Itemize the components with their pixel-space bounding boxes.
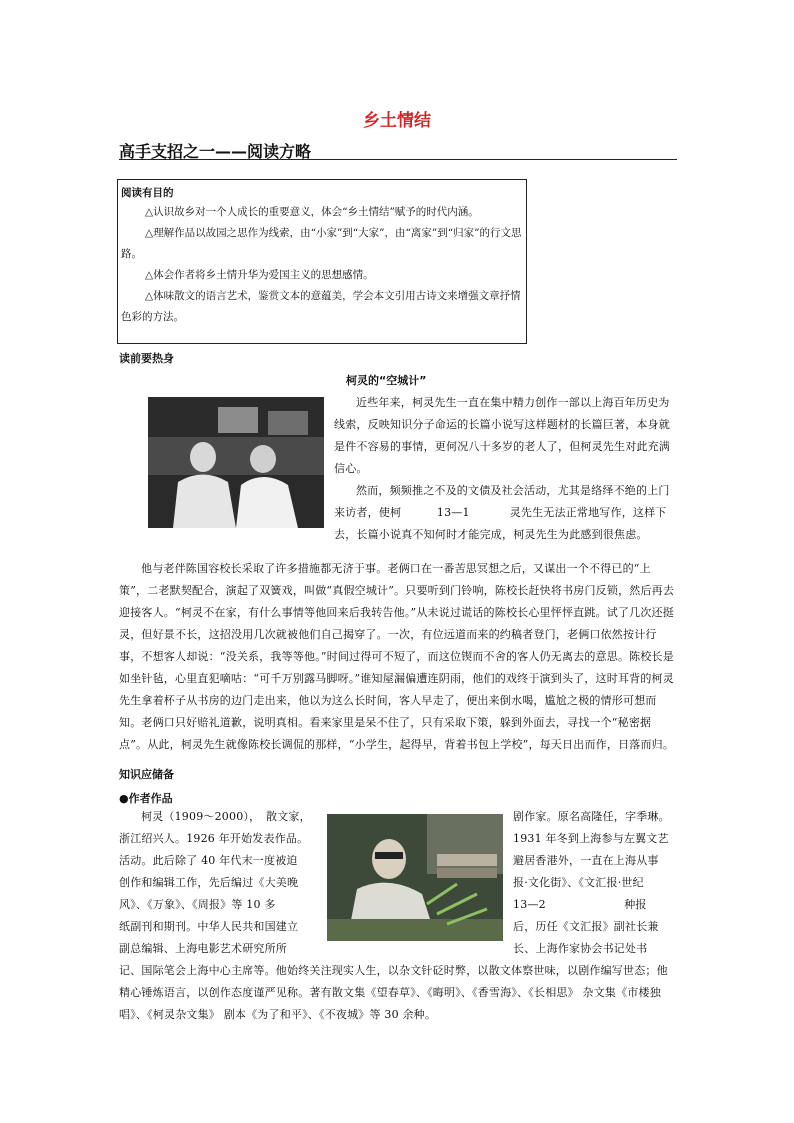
author-paragraph: 记、国际笔会上海中心主席等。他始终关注现实人生，以杂文针砭时弊，以散文体察世味，以剧作编写世态；他精心锤炼语言，以创作态度谨严见称。著有散文集《望春草》、《晦明》、《香雪海》、《长相思》 杂文集《市楼独唱》、《柯灵杂文集》 剧本《为了和平》、《不夜城》等 30 余种。 <box>119 964 668 1021</box>
page-marker: 13—1 <box>436 506 470 519</box>
knowledge-heading: 知识应储备 <box>119 768 174 781</box>
story-text-fragment: 然而，频频推之不及的文债及社会活动，尤其是络绎不绝的上门来访者，使柯 <box>334 484 670 519</box>
author-text-left <box>119 806 319 960</box>
reading-goals-box <box>117 179 527 344</box>
goal-item: △体味散文的语言艺术，鉴赏文本的意蕴美，学会本文引用古诗文来增强文章抒情色彩的方法。 <box>121 290 521 323</box>
author-line: 纸副刊和期刊。中华人民共和国建立 <box>119 920 299 933</box>
photo-couple <box>148 397 324 528</box>
author-line: 报·文化街》、《文汇报·世纪 <box>513 876 644 889</box>
author-line: 1931 年冬到上海参与左翼文艺 <box>513 832 669 845</box>
story-title: 柯灵的“空城计” <box>346 374 427 387</box>
author-line: 剧作家。原名高隆任，字季琳。 <box>513 810 670 823</box>
goal-item: △体会作者将乡土情升华为爱国主义的思想感情。 <box>145 269 374 281</box>
section-heading: 高手支招之一——阅读方略 <box>119 142 312 161</box>
author-text-tail <box>119 960 676 1026</box>
story-paragraph: 他与老伴陈国容校长采取了许多措施都无济于事。老俩口在一番苦思冥想之后，又谋出一个不得已的“上策”，二老默契配合，演起了双簧戏，叫做“真假空城计”。只要听到门铃响，陈校长赶快将书房门反锁，然后再去迎接客人。“柯灵不在家，有什么事情等他回来后我转告他。”从未说过谎话的陈校长心里怦怦直跳。试了几次还挺灵，但好景不长，这招没用几次就被他们自己揭穿了。一次，有位远道而来的约稿者登门，老俩口依然按计行事，不想客人却说：“没关系，我等等他。”时间过得可不短了，而这位锲而不舍的客人仍无离去的意思。陈校长是如坐针毡，心里直犯嘀咕：“可千万别露马脚呀。”谁知屋漏偏遭连阴雨，他们的戏终于演到头了，这时耳背的柯灵先生拿着杯子从书房的边门走出来，他以为这么长时间，客人早走了，便出来倒水喝，尴尬之极的情形可想而知。老俩口只好赔礼道歉，说明真相。看来家里是呆不住了，只有采取下策，躲到外面去，寻找一个“秘密据点”。从此，柯灵先生就像陈校长调侃的那样，“小学生，起得早，背着书包上学校”，每天日出而作，日落而归。 <box>119 562 675 751</box>
author-line: 风》、《万象》、《周报》等 10 多 <box>119 898 276 911</box>
story-paragraph <box>334 480 676 546</box>
goal-item: △认识故乡对一个人成长的重要意义，体会“乡土情结”赋予的时代内涵。 <box>145 206 479 218</box>
goals-heading: 阅读有目的 <box>121 187 174 199</box>
author-works-heading: ●作者作品 <box>119 792 173 805</box>
goal-item: △理解作品以故园之思作为线索，由“小家”到“大家”，由“离家”到“归家”的行文思路。 <box>121 227 522 260</box>
author-line: 后，历任《文汇报》副社长兼 <box>513 920 659 933</box>
author-line: 柯灵（1909～2000）， 散文家， <box>141 810 311 823</box>
author-line: 创作和编辑工作，先后编过《大美晚 <box>119 876 299 889</box>
story-text-full <box>119 558 676 756</box>
photo-author <box>327 814 503 941</box>
author-line: 避居香港外，一直在上海从事 <box>513 854 659 867</box>
photo-couple-image <box>148 397 324 528</box>
section-divider <box>119 159 677 160</box>
author-text-right <box>513 806 678 960</box>
author-line: 浙江绍兴人。1926 年开始发表作品。 <box>119 832 309 845</box>
author-line: 13—2 种报 <box>513 898 647 911</box>
story-paragraph: 近些年来，柯灵先生一直在集中精力创作一部以上海百年历史为线索，反映知识分子命运的长篇小说写这样题材的长篇巨著，本身就是件不容易的事情，更何况八十多岁的老人了，但柯灵先生对此充满信心。 <box>334 396 670 475</box>
page-title: 乡土情结 <box>363 111 431 131</box>
story-text-right <box>334 392 676 546</box>
author-line: 长、上海作家协会书记处书 <box>513 942 648 955</box>
story-text-fragment: 灵先生无法正常地写作，这样下去，长篇小说真不知何时才能完成，柯灵先生为此感到很焦虑。 <box>334 506 667 541</box>
author-line: 副总编辑、上海电影艺术研究所所 <box>119 942 287 955</box>
author-line: 活动。此后除了 40 年代末一度被迫 <box>119 854 298 867</box>
photo-author-image <box>327 814 503 941</box>
warmup-heading: 读前要热身 <box>119 352 174 365</box>
